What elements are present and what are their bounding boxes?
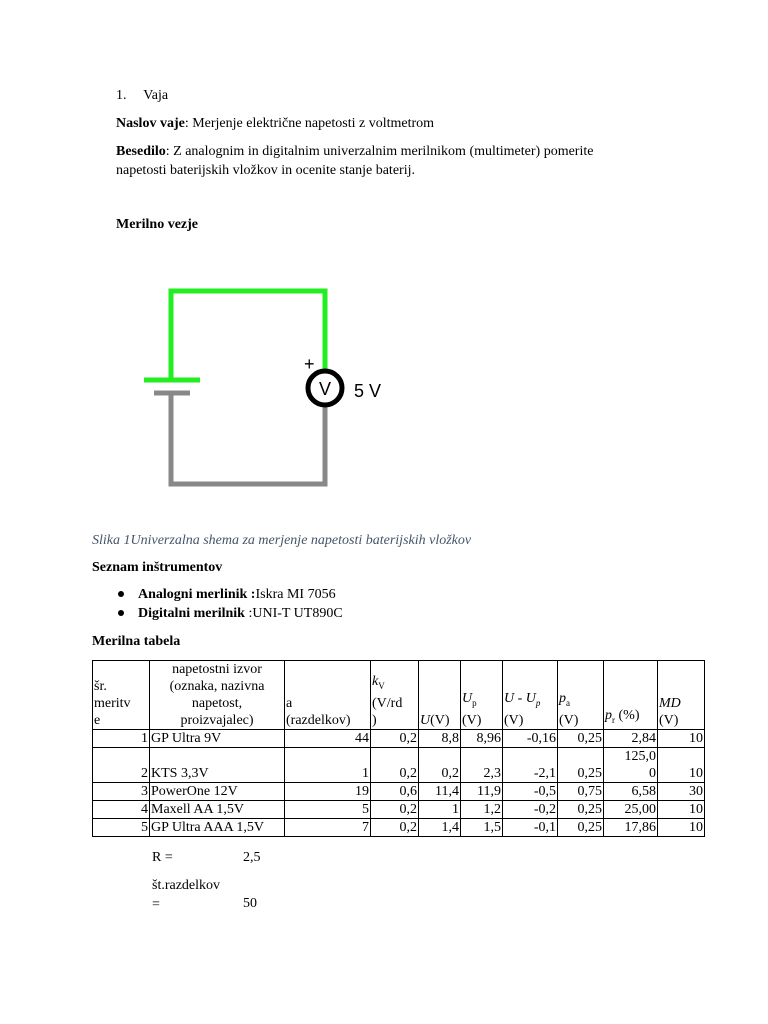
table-cell: 1 xyxy=(285,748,371,783)
table-row xyxy=(93,748,705,783)
table-cell: 0,25 xyxy=(558,801,604,819)
besedilo-label: Besedilo xyxy=(116,144,166,159)
table-cell: 0,2 xyxy=(371,801,419,819)
table-cell: 0,25 xyxy=(558,748,604,783)
positive-wire xyxy=(171,291,325,381)
header-up: $U_p$ (V) xyxy=(461,661,503,730)
table-cell: 2,3 xyxy=(461,748,503,783)
figure-caption: Slika 1Univerzalna shema za merjenje napetosti baterijskih vložkov xyxy=(92,533,472,548)
table-cell: 0,75 xyxy=(558,783,604,801)
naslov-label: Naslov vaje xyxy=(116,116,185,131)
instrument-label: Analogni merlinik : xyxy=(138,587,256,602)
table-cell: 10 xyxy=(658,730,705,748)
section-merilno-vezje: Merilno vezje xyxy=(116,217,199,232)
table-cell: 1,5 xyxy=(461,819,503,837)
exercise-heading xyxy=(116,86,168,105)
table-cell: 0,2 xyxy=(371,748,419,783)
table-cell: -0,2 xyxy=(503,801,558,819)
table-cell: 11,9 xyxy=(461,783,503,801)
table-cell: 30 xyxy=(658,783,705,801)
table-cell: 0,2 xyxy=(419,748,461,783)
table-cell: 8,8 xyxy=(419,730,461,748)
header-kv: $k_V$ (V/rd ) xyxy=(371,661,419,730)
table-cell: 1 xyxy=(93,730,150,748)
table-cell: 0,2 xyxy=(371,819,419,837)
measurement-table xyxy=(92,660,705,837)
circuit-diagram xyxy=(130,280,410,495)
table-cell: 44 xyxy=(285,730,371,748)
table-cell: 6,58 xyxy=(604,783,658,801)
table-cell: 8,96 xyxy=(461,730,503,748)
table-cell: 1,4 xyxy=(419,819,461,837)
table-cell: 1,2 xyxy=(461,801,503,819)
table-header-row xyxy=(93,661,705,730)
list-item xyxy=(116,604,343,623)
r-label: R = xyxy=(152,850,173,865)
razdelkov-label: št.razdelkov = xyxy=(152,878,221,912)
instrument-list xyxy=(116,585,343,623)
table-cell: 5 xyxy=(93,819,150,837)
table-row xyxy=(93,801,705,819)
voltage-label: 5 V xyxy=(354,381,382,401)
table-cell: 7 xyxy=(285,819,371,837)
besedilo-paragraph xyxy=(116,142,593,180)
instrument-value: :UNI-T UT890C xyxy=(244,606,343,621)
instrument-label: Digitalni merilnik xyxy=(138,606,245,621)
table-row xyxy=(93,819,705,837)
table-row xyxy=(93,730,705,748)
plus-sign: + xyxy=(304,354,315,374)
table-cell: 0,2 xyxy=(371,730,419,748)
header-razdelki: a (razdelkov) xyxy=(285,661,371,730)
table-cell: 0,6 xyxy=(371,783,419,801)
besedilo-text-line1: : Z analognim in digitalnim univerzalnim merilnikom (multimeter) pomerite xyxy=(165,144,594,159)
table-cell: 2,84 xyxy=(604,730,658,748)
besedilo-text-line2: napetosti baterijskih vložkov in ocenite stanje baterij. xyxy=(116,163,415,178)
table-cell: 4 xyxy=(93,801,150,819)
header-izvor: napetostni izvor (oznaka, nazivna napetost, proizvajalec) xyxy=(150,661,285,730)
table-cell: -0,1 xyxy=(503,819,558,837)
razdelkov-value: 50 xyxy=(243,896,257,911)
table-row xyxy=(93,783,705,801)
table-cell: -0,16 xyxy=(503,730,558,748)
table-cell: Maxell AA 1,5V xyxy=(150,801,285,819)
header-st-meritve: šr. meritv e xyxy=(93,661,150,730)
table-cell: 1 xyxy=(419,801,461,819)
naslov-paragraph xyxy=(116,114,434,133)
table-cell: PowerOne 12V xyxy=(150,783,285,801)
section-merilna-tabela: Merilna tabela xyxy=(92,634,181,649)
table-cell: 3 xyxy=(93,783,150,801)
header-pr: $p_r$ (%) xyxy=(604,661,658,730)
table-cell: 125,0 0 xyxy=(604,748,658,783)
table-cell: -0,5 xyxy=(503,783,558,801)
header-u: U(V) xyxy=(419,661,461,730)
header-u-minus-up: U - $U_p$ (V) xyxy=(503,661,558,730)
instrument-value: Iskra MI 7056 xyxy=(255,587,336,602)
table-cell: KTS 3,3V xyxy=(150,748,285,783)
table-cell: -2,1 xyxy=(503,748,558,783)
header-pa: $p_a$ (V) xyxy=(558,661,604,730)
table-cell: GP Ultra 9V xyxy=(150,730,285,748)
voltmeter-symbol: V xyxy=(318,379,332,399)
table-cell: 19 xyxy=(285,783,371,801)
table-cell: 25,00 xyxy=(604,801,658,819)
naslov-text: : Merjenje električne napetosti z voltmetrom xyxy=(184,116,435,131)
table-cell: 17,86 xyxy=(604,819,658,837)
exercise-title: Vaja xyxy=(143,88,169,103)
negative-wire xyxy=(171,393,325,484)
table-cell: 5 xyxy=(285,801,371,819)
table-cell: 0,25 xyxy=(558,819,604,837)
table-cell: 2 xyxy=(93,748,150,783)
table-cell: 10 xyxy=(658,748,705,783)
list-number: 1. xyxy=(116,88,127,103)
table-cell: 11,4 xyxy=(419,783,461,801)
list-item xyxy=(116,585,343,604)
section-seznam: Seznam inštrumentov xyxy=(92,560,223,575)
table-cell: 10 xyxy=(658,801,705,819)
header-md: MD (V) xyxy=(658,661,705,730)
table-cell: GP Ultra AAA 1,5V xyxy=(150,819,285,837)
table-cell: 10 xyxy=(658,819,705,837)
r-value: 2,5 xyxy=(243,850,261,865)
table-cell: 0,25 xyxy=(558,730,604,748)
